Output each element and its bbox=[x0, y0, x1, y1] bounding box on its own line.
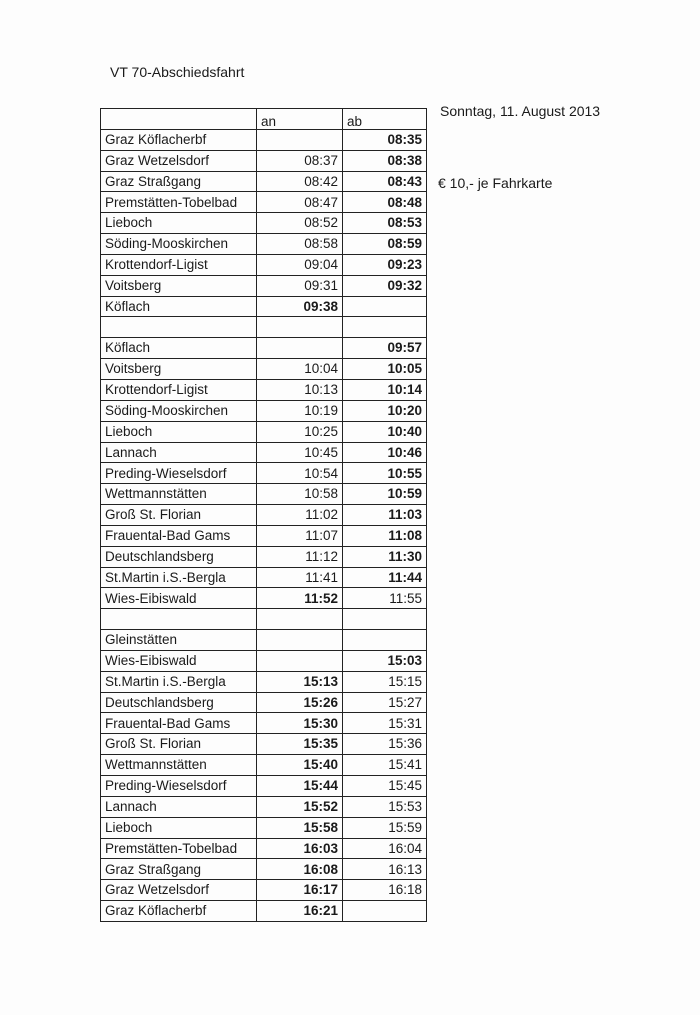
timetable-row bbox=[101, 525, 427, 546]
header-ab: ab bbox=[343, 109, 427, 130]
arrival-time: 11:52 bbox=[257, 588, 343, 609]
timetable-row bbox=[101, 505, 427, 526]
departure-time: 15:53 bbox=[343, 796, 427, 817]
header-an: an bbox=[257, 109, 343, 130]
station-name: Graz Köflacherbf bbox=[101, 129, 257, 150]
arrival-time: 15:30 bbox=[257, 713, 343, 734]
departure-time: 08:53 bbox=[343, 213, 427, 234]
arrival-time: 10:45 bbox=[257, 442, 343, 463]
timetable-row bbox=[101, 442, 427, 463]
arrival-time: 10:25 bbox=[257, 421, 343, 442]
arrival-time: 15:58 bbox=[257, 817, 343, 838]
timetable-row bbox=[101, 901, 427, 922]
station-name: Voitsberg bbox=[101, 275, 257, 296]
arrival-time: 15:52 bbox=[257, 796, 343, 817]
station-name: Graz Straßgang bbox=[101, 171, 257, 192]
arrival-time: 08:47 bbox=[257, 192, 343, 213]
departure-time: 10:59 bbox=[343, 484, 427, 505]
timetable-row bbox=[101, 567, 427, 588]
timetable-row bbox=[101, 254, 427, 275]
arrival-time: 15:44 bbox=[257, 776, 343, 797]
timetable-spacer-row bbox=[101, 317, 427, 338]
departure-time bbox=[343, 296, 427, 317]
departure-time bbox=[343, 317, 427, 338]
departure-time: 15:59 bbox=[343, 817, 427, 838]
station-name: Lieboch bbox=[101, 421, 257, 442]
departure-time: 10:14 bbox=[343, 379, 427, 400]
departure-time: 15:27 bbox=[343, 692, 427, 713]
departure-time bbox=[343, 901, 427, 922]
timetable-row bbox=[101, 359, 427, 380]
station-name: Graz Straßgang bbox=[101, 859, 257, 880]
timetable-row bbox=[101, 192, 427, 213]
departure-time: 16:04 bbox=[343, 838, 427, 859]
arrival-time: 10:58 bbox=[257, 484, 343, 505]
departure-time: 08:35 bbox=[343, 129, 427, 150]
departure-time: 15:45 bbox=[343, 776, 427, 797]
departure-time: 11:08 bbox=[343, 525, 427, 546]
timetable-header-row bbox=[101, 109, 427, 130]
departure-time: 08:59 bbox=[343, 234, 427, 255]
station-name: Premstätten-Tobelbad bbox=[101, 192, 257, 213]
arrival-time: 09:31 bbox=[257, 275, 343, 296]
station-name: Köflach bbox=[101, 296, 257, 317]
departure-time: 11:30 bbox=[343, 546, 427, 567]
timetable-row bbox=[101, 671, 427, 692]
arrival-time: 11:12 bbox=[257, 546, 343, 567]
station-name: St.Martin i.S.-Bergla bbox=[101, 671, 257, 692]
station-name: Gleinstätten bbox=[101, 630, 257, 651]
station-name bbox=[101, 317, 257, 338]
station-name: Graz Wetzelsdorf bbox=[101, 150, 257, 171]
station-name: Lannach bbox=[101, 796, 257, 817]
departure-time: 15:03 bbox=[343, 650, 427, 671]
timetable-row bbox=[101, 630, 427, 651]
arrival-time: 15:40 bbox=[257, 755, 343, 776]
timetable-row bbox=[101, 150, 427, 171]
departure-time: 08:48 bbox=[343, 192, 427, 213]
timetable-row bbox=[101, 400, 427, 421]
station-name: Köflach bbox=[101, 338, 257, 359]
station-name: St.Martin i.S.-Bergla bbox=[101, 567, 257, 588]
station-name: Wettmannstätten bbox=[101, 755, 257, 776]
arrival-time: 10:54 bbox=[257, 463, 343, 484]
station-name: Preding-Wieselsdorf bbox=[101, 463, 257, 484]
timetable-row bbox=[101, 296, 427, 317]
arrival-time: 16:17 bbox=[257, 880, 343, 901]
departure-time: 11:55 bbox=[343, 588, 427, 609]
timetable-row bbox=[101, 338, 427, 359]
timetable-row bbox=[101, 129, 427, 150]
timetable-row bbox=[101, 880, 427, 901]
arrival-time: 08:58 bbox=[257, 234, 343, 255]
departure-time: 15:15 bbox=[343, 671, 427, 692]
timetable-row bbox=[101, 692, 427, 713]
timetable-row bbox=[101, 234, 427, 255]
timetable-row bbox=[101, 859, 427, 880]
station-name: Groß St. Florian bbox=[101, 505, 257, 526]
departure-time bbox=[343, 609, 427, 630]
timetable-row bbox=[101, 484, 427, 505]
timetable-row bbox=[101, 713, 427, 734]
station-name: Frauental-Bad Gams bbox=[101, 713, 257, 734]
station-name: Lieboch bbox=[101, 213, 257, 234]
arrival-time: 08:52 bbox=[257, 213, 343, 234]
arrival-time: 10:13 bbox=[257, 379, 343, 400]
arrival-time: 08:37 bbox=[257, 150, 343, 171]
departure-time: 08:38 bbox=[343, 150, 427, 171]
departure-time: 09:32 bbox=[343, 275, 427, 296]
departure-time: 10:55 bbox=[343, 463, 427, 484]
arrival-time: 09:38 bbox=[257, 296, 343, 317]
arrival-time bbox=[257, 650, 343, 671]
timetable-row bbox=[101, 421, 427, 442]
arrival-time: 15:26 bbox=[257, 692, 343, 713]
event-date: Sonntag, 11. August 2013 bbox=[440, 103, 601, 119]
ticket-price: € 10,- je Fahrkarte bbox=[438, 175, 553, 191]
arrival-time bbox=[257, 630, 343, 651]
timetable-row bbox=[101, 275, 427, 296]
arrival-time: 16:03 bbox=[257, 838, 343, 859]
timetable-row bbox=[101, 379, 427, 400]
departure-time: 15:36 bbox=[343, 734, 427, 755]
station-name: Groß St. Florian bbox=[101, 734, 257, 755]
departure-time: 10:20 bbox=[343, 400, 427, 421]
station-name: Deutschlandsberg bbox=[101, 692, 257, 713]
station-name: Graz Köflacherbf bbox=[101, 901, 257, 922]
arrival-time: 16:08 bbox=[257, 859, 343, 880]
departure-time: 10:46 bbox=[343, 442, 427, 463]
timetable-row bbox=[101, 838, 427, 859]
station-name: Söding-Mooskirchen bbox=[101, 234, 257, 255]
timetable-row bbox=[101, 776, 427, 797]
arrival-time: 09:04 bbox=[257, 254, 343, 275]
timetable-row bbox=[101, 817, 427, 838]
arrival-time: 16:21 bbox=[257, 901, 343, 922]
arrival-time: 11:02 bbox=[257, 505, 343, 526]
departure-time: 09:23 bbox=[343, 254, 427, 275]
station-name: Wies-Eibiswald bbox=[101, 650, 257, 671]
arrival-time: 15:35 bbox=[257, 734, 343, 755]
timetable-row bbox=[101, 650, 427, 671]
departure-time: 16:13 bbox=[343, 859, 427, 880]
arrival-time: 11:41 bbox=[257, 567, 343, 588]
departure-time: 15:41 bbox=[343, 755, 427, 776]
departure-time: 09:57 bbox=[343, 338, 427, 359]
station-name: Wettmannstätten bbox=[101, 484, 257, 505]
timetable-row bbox=[101, 213, 427, 234]
timetable-row bbox=[101, 546, 427, 567]
timetable-body bbox=[101, 109, 427, 922]
station-name: Deutschlandsberg bbox=[101, 546, 257, 567]
departure-time: 16:18 bbox=[343, 880, 427, 901]
departure-time bbox=[343, 630, 427, 651]
station-name: Söding-Mooskirchen bbox=[101, 400, 257, 421]
arrival-time: 15:13 bbox=[257, 671, 343, 692]
station-name: Krottendorf-Ligist bbox=[101, 254, 257, 275]
station-name: Wies-Eibiswald bbox=[101, 588, 257, 609]
document-title: VT 70-Abschiedsfahrt bbox=[110, 64, 245, 80]
timetable-row bbox=[101, 588, 427, 609]
station-name: Frauental-Bad Gams bbox=[101, 525, 257, 546]
station-name: Lannach bbox=[101, 442, 257, 463]
timetable-row bbox=[101, 171, 427, 192]
timetable-row bbox=[101, 755, 427, 776]
timetable-row bbox=[101, 796, 427, 817]
timetable-row bbox=[101, 734, 427, 755]
arrival-time bbox=[257, 317, 343, 338]
station-name: Krottendorf-Ligist bbox=[101, 379, 257, 400]
arrival-time: 10:04 bbox=[257, 359, 343, 380]
station-name: Lieboch bbox=[101, 817, 257, 838]
station-name: Graz Wetzelsdorf bbox=[101, 880, 257, 901]
station-name: Premstätten-Tobelbad bbox=[101, 838, 257, 859]
timetable-spacer-row bbox=[101, 609, 427, 630]
timetable bbox=[100, 108, 427, 922]
arrival-time bbox=[257, 338, 343, 359]
arrival-time: 10:19 bbox=[257, 400, 343, 421]
station-name bbox=[101, 609, 257, 630]
header-station bbox=[101, 109, 257, 130]
station-name: Voitsberg bbox=[101, 359, 257, 380]
departure-time: 10:40 bbox=[343, 421, 427, 442]
station-name: Preding-Wieselsdorf bbox=[101, 776, 257, 797]
departure-time: 10:05 bbox=[343, 359, 427, 380]
timetable-row bbox=[101, 463, 427, 484]
arrival-time bbox=[257, 129, 343, 150]
departure-time: 15:31 bbox=[343, 713, 427, 734]
arrival-time: 11:07 bbox=[257, 525, 343, 546]
arrival-time bbox=[257, 609, 343, 630]
departure-time: 08:43 bbox=[343, 171, 427, 192]
departure-time: 11:03 bbox=[343, 505, 427, 526]
arrival-time: 08:42 bbox=[257, 171, 343, 192]
departure-time: 11:44 bbox=[343, 567, 427, 588]
